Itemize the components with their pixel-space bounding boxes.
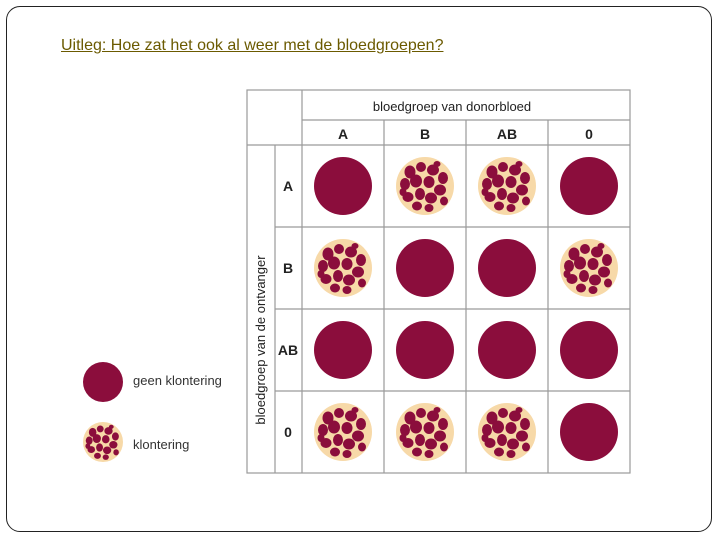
legend-label-no-clumping: geen klontering [133,373,222,388]
recipient-group-label: B [282,260,294,276]
legend-clumping-disc [83,422,123,462]
no-clumping-disc [560,403,618,461]
row-header: bloedgroep van de ontvanger [253,255,268,425]
no-clumping-disc [396,239,454,297]
no-clumping-disc [396,321,454,379]
legend-no-clumping-disc [83,362,123,402]
recipient-group-label: AB [277,342,299,358]
slide-title: Uitleg: Hoe zat het ook al weer met de bloedgroepen? [61,37,444,54]
clumping-disc [478,403,536,461]
no-clumping-disc [560,321,618,379]
donor-group-label: B [419,126,431,142]
recipient-group-label: A [282,178,294,194]
clumping-disc [478,157,536,215]
no-clumping-disc [314,157,372,215]
legend-icons [83,362,123,462]
recipient-group-label: 0 [284,424,292,440]
clumping-disc [396,403,454,461]
clumping-disc [560,239,618,297]
clumping-disc [314,239,372,297]
clumping-disc [396,157,454,215]
donor-group-label: AB [496,126,518,142]
no-clumping-disc [478,321,536,379]
no-clumping-disc [478,239,536,297]
donor-group-label: 0 [585,126,593,142]
clumping-disc [314,403,372,461]
donor-group-label: A [337,126,349,142]
no-clumping-disc [560,157,618,215]
no-clumping-disc [314,321,372,379]
column-header: bloedgroep van donorbloed [372,99,532,114]
legend-label-clumping: klontering [133,437,190,452]
